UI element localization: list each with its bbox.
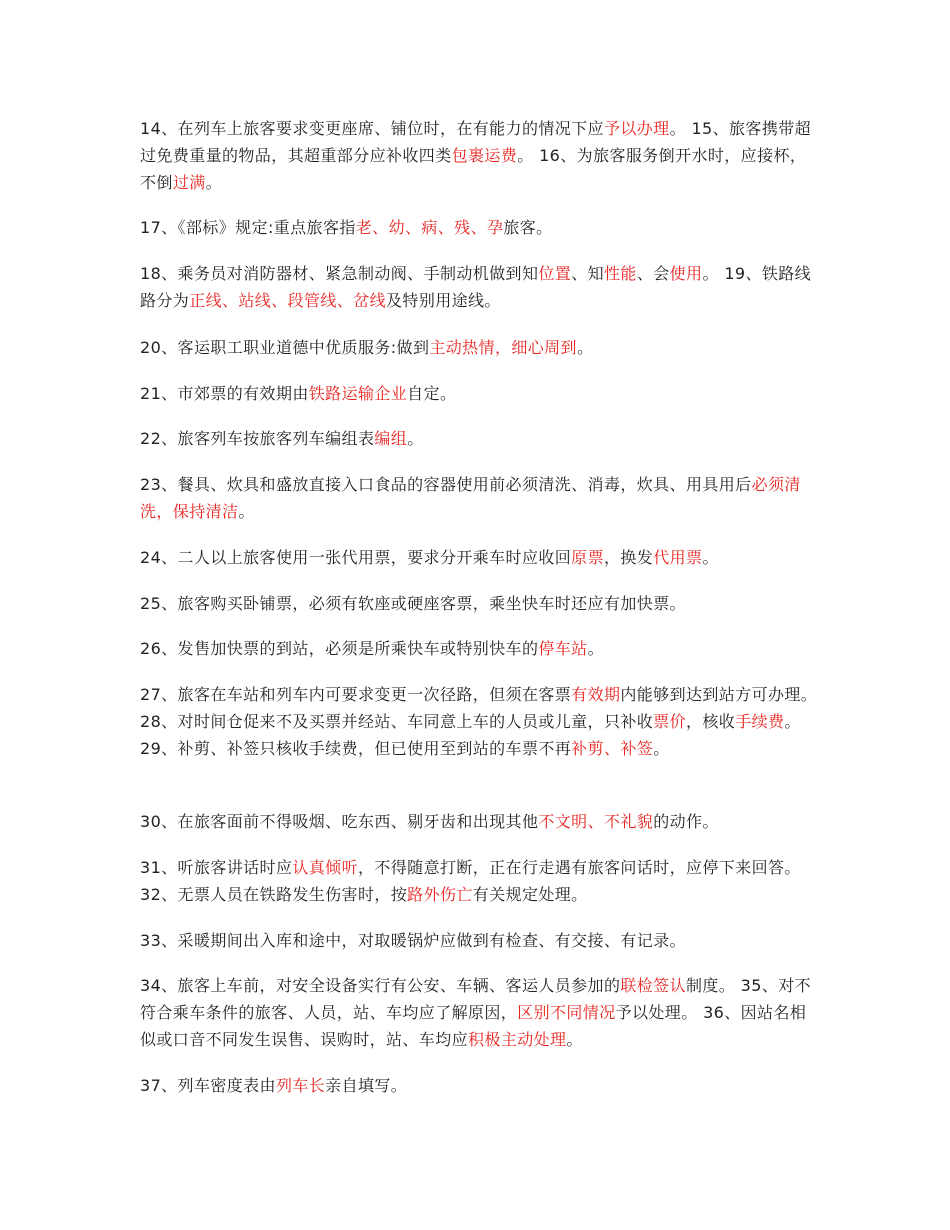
text-run: 30、在旅客面前不得吸烟、吃东西、剔牙齿和出现其他 [140, 812, 539, 831]
highlighted-answer: 使用 [669, 264, 703, 283]
highlighted-answer: 手续费 [735, 712, 785, 731]
text-run: 、知 [571, 264, 604, 283]
text-run: 内能够到达到站方可办理。 28、对时间仓促来不及买票并经站、车同意上车的人员或儿童，只补收 [140, 685, 818, 731]
highlighted-answer: 票价 [653, 712, 686, 731]
highlighted-answer: 予以办理 [603, 119, 670, 138]
paragraph-item-34-36 [140, 972, 820, 1053]
text-run: 23、餐具、炊具和盛放直接入口食品的容器使用前必须清洗、消毒，炊具、用具用后 [140, 475, 752, 494]
highlighted-answer: 位置 [538, 264, 572, 283]
text-run: 。 19、铁路线路分为 [140, 264, 812, 310]
paragraph-item-24 [140, 544, 820, 571]
text-run: 有关规定处理。 [472, 885, 588, 904]
text-run: 27、旅客在车站和列车内可要求变更一次径路，但须在客票 [140, 685, 572, 704]
paragraph-item-30 [140, 808, 820, 835]
highlighted-answer: 主动热情，细心周到 [429, 338, 577, 357]
text-run: 。 29、补剪、补签只核收手续费，但已使用至到站的车票不再 [140, 712, 801, 758]
text-run: 的动作。 [653, 812, 719, 831]
text-run: 。 [702, 548, 719, 567]
paragraph-item-21 [140, 380, 820, 407]
paragraph-item-31-32 [140, 854, 820, 908]
highlighted-answer: 认真倾听 [292, 858, 358, 877]
text-run: 37、列车密度表由 [140, 1076, 276, 1095]
highlighted-answer: 路外伤亡 [407, 885, 473, 904]
paragraph-item-22 [140, 425, 820, 452]
text-run: 。 [653, 739, 670, 758]
highlighted-answer: 编组 [374, 429, 408, 448]
text-run: 予以处理。 36、因站名相似或口音不同发生误售、误购时，站、车均应 [140, 1003, 807, 1049]
text-run: 26、发售加快票的到站，必须是所乘快车或特别快车的 [140, 639, 539, 658]
text-run: 。 [238, 502, 255, 521]
highlighted-answer: 联检签认 [620, 976, 686, 995]
paragraph-item-27-29 [140, 681, 820, 762]
highlighted-answer: 铁路运输企业 [308, 384, 408, 403]
text-run: ，不得随意打断，正在行走遇有旅客问话时，应停下来回答。 32、无票人员在铁路发生伤害时，按 [140, 858, 801, 904]
text-run: 自定。 [407, 384, 457, 403]
highlighted-answer: 原票 [571, 548, 604, 567]
text-run: 18、乘务员对消防器材、紧急制动阀、手制动机做到知 [140, 264, 539, 283]
paragraph-item-18-19 [140, 260, 820, 314]
highlighted-answer: 老、幼、病、残、孕 [355, 218, 504, 237]
highlighted-answer: 有效期 [571, 685, 621, 704]
text-run: ，核收 [685, 712, 736, 731]
paragraph-item-17 [140, 214, 820, 241]
paragraph-item-37 [140, 1072, 820, 1099]
text-run: 33、采暖期间出入库和途中，对取暖锅炉应做到有检查、有交接、有记录。 [140, 931, 686, 950]
text-run: 亲自填写。 [325, 1076, 408, 1095]
text-run: 21、市郊票的有效期由 [140, 384, 309, 403]
text-run: 旅客。 [503, 218, 553, 237]
highlighted-answer: 性能 [604, 264, 637, 283]
paragraph-item-23 [140, 471, 820, 525]
text-run: 24、二人以上旅客使用一张代用票，要求分开乘车时应收回 [140, 548, 572, 567]
text-run: 及特别用途线。 [386, 291, 501, 310]
text-run: ，换发 [603, 548, 654, 567]
highlighted-answer: 必须清洗，保持清洁 [140, 475, 801, 521]
paragraph-item-33 [140, 927, 820, 954]
text-run: 17、《部标》规定:重点旅客指 [140, 218, 356, 237]
highlighted-answer: 停车站 [538, 639, 588, 658]
text-run: 25、旅客购买卧铺票，必须有软座或硬座客票，乘坐快车时还应有加快票。 [140, 594, 686, 613]
highlighted-answer: 不文明、不礼貌 [538, 812, 654, 831]
text-run: 。 [587, 639, 604, 658]
highlighted-answer: 代用票 [653, 548, 703, 567]
text-run: 31、听旅客讲话时应 [140, 858, 293, 877]
highlighted-answer: 列车长 [275, 1076, 326, 1095]
highlighted-answer: 积极主动处理 [468, 1030, 567, 1049]
highlighted-answer: 补剪、补签 [571, 739, 654, 758]
highlighted-answer: 过满 [172, 173, 206, 192]
paragraph-item-25 [140, 590, 820, 617]
text-run: 。 [205, 173, 223, 192]
paragraph-item-14-16 [140, 115, 820, 196]
text-run: 。 16、为旅客服务倒开水时，应接杯，不倒 [140, 146, 807, 192]
text-run: 、会 [636, 264, 670, 283]
text-run: 。 15、旅客携带超过免费重量的物品，其超重部分应补收四类 [140, 119, 812, 165]
text-run: 14、在列车上旅客要求变更座席、铺位时，在有能力的情况下应 [140, 119, 604, 138]
text-run: 。 [576, 338, 594, 357]
text-run: 。 [566, 1030, 583, 1049]
highlighted-answer: 正线、站线、段管线、岔线 [189, 291, 387, 310]
text-run: 22、旅客列车按旅客列车编组表 [140, 429, 375, 448]
paragraph-item-20 [140, 334, 820, 361]
paragraph-item-26 [140, 635, 820, 662]
highlighted-answer: 区别不同情况 [517, 1003, 616, 1022]
text-run: 制度。 35、对不符合乘车条件的旅客、人员，站、车均应了解原因， [140, 976, 812, 1022]
text-run: 20、客运职工职业道德中优质服务:做到 [140, 338, 430, 357]
text-run: 。 [407, 429, 424, 448]
highlighted-answer: 包裹运费 [451, 146, 518, 165]
text-run: 34、旅客上车前，对安全设备实行有公安、车辆、客运人员参加的 [140, 976, 621, 995]
